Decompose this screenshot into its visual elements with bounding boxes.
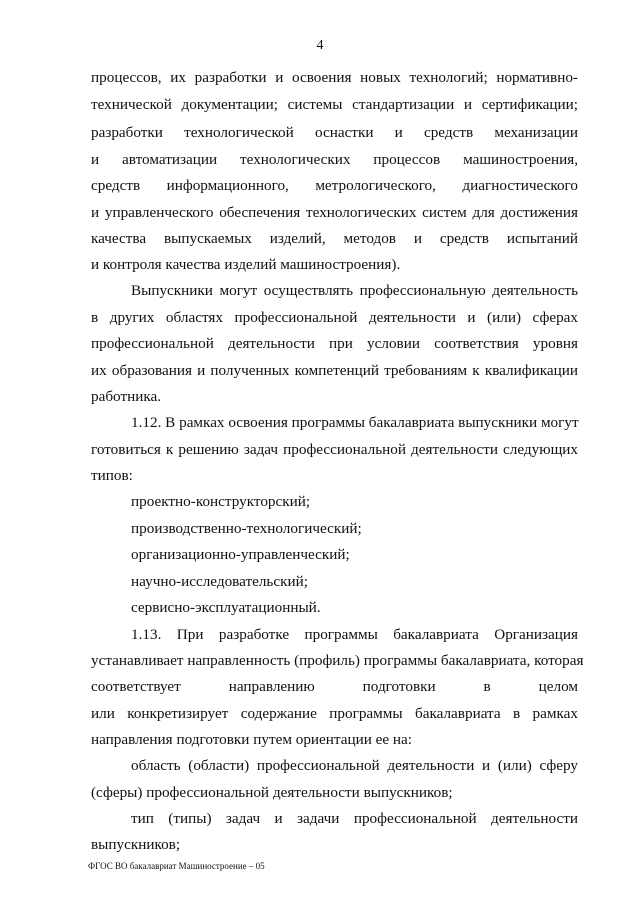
text-line: и управленческого обеспечения технологических систем для достижения xyxy=(91,204,578,221)
text-line: качества выпускаемых изделий, методов и средств испытаний xyxy=(91,230,578,247)
text-line: разработки технологической оснастки и средств механизации xyxy=(91,124,578,141)
text-line: научно-исследовательский; xyxy=(131,573,308,590)
text-line: и автоматизации технологических процессов машиностроения, xyxy=(91,151,578,168)
text-line: устанавливает направленность (профиль) программы бакалавриата, которая xyxy=(91,652,584,669)
text-line: производственно-технологический; xyxy=(131,520,362,537)
text-line: средств информационного, метрологического, диагностического xyxy=(91,177,578,194)
page-number: 4 xyxy=(316,38,324,53)
text-line: проектно-конструкторский; xyxy=(131,493,311,510)
text-line: Выпускники могут осуществлять профессиональную деятельность xyxy=(131,282,578,299)
text-line: сервисно-эксплуатационный. xyxy=(131,599,321,616)
text-line: их образования и полученных компетенций требованиям к квалификации xyxy=(91,362,578,379)
text-line: (сферы) профессиональной деятельности выпускников; xyxy=(91,784,453,801)
text-line: технической документации; системы стандартизации и сертификации; xyxy=(91,96,578,113)
text-line: работника. xyxy=(91,388,162,405)
text-line: соответствует направлению подготовки в целом xyxy=(91,678,578,695)
text-line: 1.13. При разработке программы бакалавриата Организация xyxy=(131,626,578,643)
text-line: или конкретизирует содержание программы бакалавриата в рамках xyxy=(91,705,578,722)
text-line: выпускников; xyxy=(91,836,181,853)
text-line: область (области) профессиональной деятельности и (или) сферу xyxy=(131,757,578,774)
text-line: 1.12. В рамках освоения программы бакалавриата выпускники могут xyxy=(131,414,579,431)
text-line: процессов, их разработки и освоения новых технологий; нормативно- xyxy=(91,69,578,86)
footer-text: ФГОС ВО бакалавриат Машиностроение – 05 xyxy=(88,861,265,871)
text-line: организационно-управленческий; xyxy=(131,546,350,563)
text-line: профессиональной деятельности при условии соответствия уровня xyxy=(91,335,578,352)
text-line: направления подготовки путем ориентации ее на: xyxy=(91,731,413,748)
text-line: типов: xyxy=(91,467,133,484)
text-line: готовиться к решению задач профессиональной деятельности следующих xyxy=(91,441,578,458)
text-line: тип (типы) задач и задачи профессиональной деятельности xyxy=(131,810,578,827)
text-line: и контроля качества изделий машиностроения). xyxy=(91,256,401,273)
text-line: в других областях профессиональной деятельности и (или) сферах xyxy=(91,309,578,326)
